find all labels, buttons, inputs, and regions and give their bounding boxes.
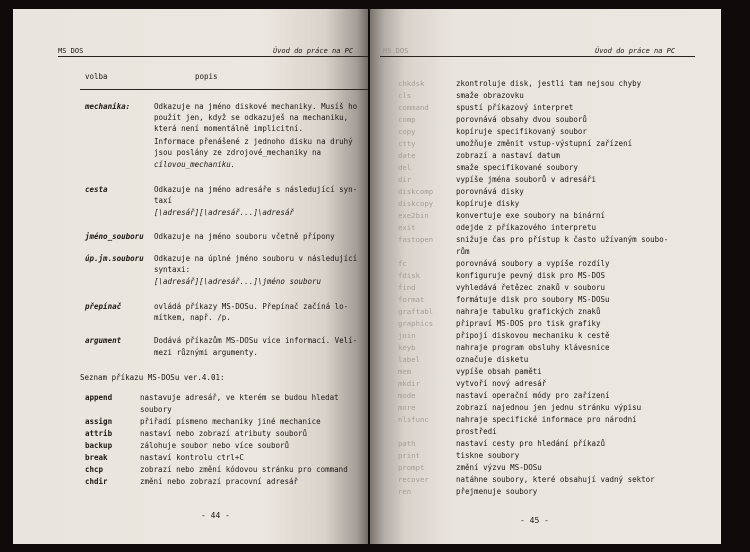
command-name: diskcopy (398, 199, 434, 208)
command-name: fastopen (398, 235, 434, 244)
command-desc: umožňuje změnit vstup-výstupní zařízení (456, 139, 633, 148)
command-desc: porovnává disky (456, 187, 524, 196)
command-name: diskcomp (398, 187, 434, 196)
page-number: - 44 - (201, 511, 230, 520)
option-desc-line: Odkazuje na jméno adresáře s následující syn- (154, 185, 358, 194)
command-desc: označuje disketu (456, 355, 529, 364)
command-name: del (398, 163, 412, 172)
command-name: print (398, 451, 420, 460)
command-desc: přiřadí písmeno mechaniky jiné mechanice (140, 417, 321, 426)
command-desc: nastaví kontrolu ctrl+C (140, 453, 244, 462)
command-desc: porovnává obsahy dvou souborů (456, 115, 587, 124)
command-name: chcp (85, 465, 104, 474)
command-name: chdir (85, 477, 108, 486)
right-header-title: MS DOS (383, 47, 409, 55)
command-desc: tiskne soubory (456, 451, 520, 460)
command-name: join (398, 331, 416, 340)
command-name: command (398, 103, 429, 112)
option-term: jméno_souboru (85, 232, 144, 241)
option-desc-line: Odkazuje na jméno diskové mechaniky. Musíš ho (154, 102, 358, 111)
command-name: dir (398, 175, 412, 184)
right-header-rule (380, 56, 695, 57)
command-desc: porovnává soubory a vypíše rozdíly (456, 259, 610, 268)
command-name: graftabl (398, 307, 434, 316)
command-name: attrib (85, 429, 113, 438)
command-name: ren (398, 487, 412, 496)
table-header-rule (80, 89, 368, 90)
command-desc: kopíruje specifikovaný soubor (456, 127, 587, 136)
col-header-volba: volba (85, 72, 108, 81)
command-desc: nastaví cesty pro hledání příkazů (456, 439, 606, 448)
command-desc: změní nebo zobrazí pracovní adresář (140, 477, 299, 486)
col-header-popis: popis (195, 72, 218, 81)
command-desc: snižuje čas pro přístup k často užívaným soubo- (456, 235, 669, 244)
command-name: path (398, 439, 416, 448)
option-desc-line: Dodává příkazům MS-DOSu více informací. Velí- (154, 336, 358, 345)
left-header-title: MS DOS (58, 47, 84, 55)
command-name: mem (398, 367, 412, 376)
command-list-title: Seznam příkazu MS-DOSu ver.4.01: (80, 373, 225, 382)
command-desc: soubory (140, 405, 172, 414)
option-desc-line: mítkem, např. /p. (154, 313, 231, 322)
command-name: mode (398, 391, 416, 400)
command-desc: konfiguruje pevný disk pro MS-DOS (456, 271, 606, 280)
command-desc: vypíše obsah paměti (456, 367, 542, 376)
command-name: label (398, 355, 420, 364)
command-name: format (398, 295, 425, 304)
command-desc: rům (456, 247, 470, 256)
option-desc-line: jsou poslány ze zdrojové_mechaniky na (154, 148, 322, 157)
command-name: keyb (398, 343, 416, 352)
command-name: date (398, 151, 416, 160)
page-number: - 45 - (520, 516, 549, 525)
command-desc: zobrazí a nastaví datum (456, 151, 560, 160)
command-name: append (85, 393, 113, 402)
command-name: prompt (398, 463, 425, 472)
command-desc: vypíše jména souborů v adresáři (456, 175, 596, 184)
option-desc-line: použít jen, když se odkazuješ na mechaniku, (154, 113, 349, 122)
command-name: exit (398, 223, 416, 232)
command-desc: smaže specifikované soubory (456, 163, 578, 172)
command-desc: odejde z příkazového interpretu (456, 223, 596, 232)
option-term: úp.jm.souboru (85, 254, 144, 263)
command-desc: spustí příkazový interpret (456, 103, 574, 112)
command-name: fdisk (398, 271, 420, 280)
right-header-subtitle: Úvod do práce na PC (595, 47, 676, 55)
command-desc: zkontroluje disk, jestli tam nejsou chyby (456, 79, 642, 88)
command-desc: zálohuje soubor nebo více souborů (140, 441, 290, 450)
option-desc-line: syntaxi: (154, 265, 191, 274)
option-desc-line: která není momentálně implicitní. (154, 124, 304, 133)
command-name: chkdsk (398, 79, 425, 88)
left-header-rule (58, 56, 368, 57)
option-term: přepínač (85, 302, 122, 311)
command-name: mkdir (398, 379, 420, 388)
command-desc: vytvoří nový adresář (456, 379, 547, 388)
option-desc-line: Informace přenášené z jednoho disku na druhý (154, 137, 353, 146)
command-desc: prostředí (456, 427, 497, 436)
command-name: break (85, 453, 108, 462)
command-desc: zobrazí nebo změní kódovou stránku pro command (140, 465, 348, 474)
command-name: comp (398, 115, 416, 124)
option-desc-line: mezi různými argumenty. (154, 348, 258, 357)
command-desc: nastaví nebo zobrazí atributy souborů (140, 429, 308, 438)
command-desc: konvertuje exe soubory na binární (456, 211, 606, 220)
option-desc-line: [\adresář][\adresář...]\adresář (154, 208, 294, 217)
command-name: ctty (398, 139, 416, 148)
command-desc: vyhledává řetězec znaků v souboru (456, 283, 606, 292)
option-desc-line: cílovou_mechaniku. (154, 160, 236, 169)
command-name: more (398, 403, 416, 412)
command-desc: nastavuje adresář, ve kterém se budou hledat (140, 393, 339, 402)
command-name: assign (85, 417, 113, 426)
command-desc: smaže obrazovku (456, 91, 524, 100)
right-page (370, 9, 721, 544)
command-name: find (398, 283, 416, 292)
command-desc: přejmenuje soubory (456, 487, 538, 496)
left-header-subtitle: Úvod do práce na PC (273, 47, 354, 55)
command-desc: formátuje disk pro soubory MS-DOSu (456, 295, 610, 304)
command-name: nlsfunc (398, 415, 429, 424)
command-name: backup (85, 441, 113, 450)
command-desc: zobrazí najednou jen jednu stránku výpisu (456, 403, 642, 412)
option-term: mechanika: (85, 102, 131, 111)
command-desc: připojí diskovou mechaniku k cestě (456, 331, 610, 340)
option-desc-line: ovládá příkazy MS-DOSu. Přepínač začíná lo- (154, 302, 349, 311)
command-desc: nahraje tabulku grafických znaků (456, 307, 601, 316)
option-desc-line: Odkazuje na úplné jméno souboru v následující (154, 254, 358, 263)
command-desc: natáhne soubory, které obsahují vadný sektor (456, 475, 655, 484)
command-name: copy (398, 127, 416, 136)
command-name: fc (398, 259, 407, 268)
option-desc-line: taxí (154, 196, 173, 205)
command-name: recover (398, 475, 429, 484)
command-name: cls (398, 91, 412, 100)
command-desc: připraví MS-DOS pro tisk grafiky (456, 319, 601, 328)
option-desc-line: [\adresář][\adresář...]\jméno souboru (154, 277, 322, 286)
option-desc-line: Odkazuje na jméno souboru včetně přípony (154, 232, 335, 241)
command-name: graphics (398, 319, 434, 328)
command-desc: nahraje specifické informace pro národní (456, 415, 637, 424)
command-desc: nahraje program obsluhy klávesnice (456, 343, 610, 352)
left-page (13, 9, 368, 544)
command-desc: nastaví operační módy pro zařízení (456, 391, 610, 400)
command-desc: kopíruje disky (456, 199, 520, 208)
command-name: exe2bin (398, 211, 429, 220)
option-term: cesta (85, 185, 108, 194)
command-desc: změní výzvu MS-DOSu (456, 463, 542, 472)
option-term: argument (85, 336, 122, 345)
